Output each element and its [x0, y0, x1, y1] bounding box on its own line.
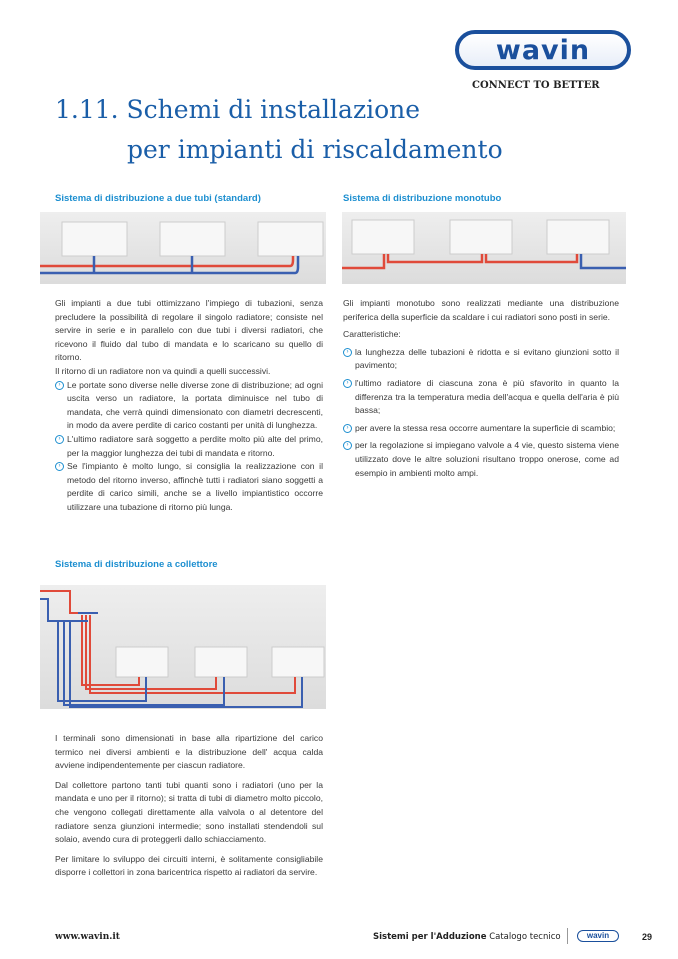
paragraph: Gli impianti a due tubi ottimizzano l'impiego di tubazioni, senza precludere la possibilità di regolare il singolo radiatore; consiste nel servire in serie e in parallelo con due tubi i diversi radiatori, che ricevono il fluido dal tubo di mandata e lo scaricano su quello di ritorno. — [55, 298, 323, 363]
section-heading-manifold: Sistema di distribuzione a collettore — [55, 559, 218, 570]
tagline: CONNECT TO BETTER — [472, 80, 600, 91]
paragraph: Dal collettore partono tanti tubi quanti sono i radiatori (uno per la mandata e uno per il ritorno); si tratta di tubi di diametro molto piccolo, che vengono collegati direttamente alla valvola o al detentore del radiatore senza giunzioni intermedie; sono installati stendendoli sul solaio, avendo cura di proteggerli dallo schiacciamento. — [55, 779, 323, 845]
bullet-text: Se l'impianto è molto lungo, si consiglia la realizzazione con il metodo del ritorno inverso, affinchè tutti i radiatori siano soggetti a perdite di carico simili, anche se a livello impiantistico occorre utilizzare una tubazione di ritorno più lunga. — [67, 461, 323, 512]
bullet-item — [55, 460, 323, 514]
catalog-series: Sistemi per l'Adduzione — [373, 932, 487, 942]
two-pipe-text — [55, 297, 323, 515]
bullet-icon: › — [55, 435, 64, 444]
section-heading-monotube: Sistema di distribuzione monotubo — [343, 193, 502, 204]
bullet-icon: › — [343, 348, 352, 357]
footer-catalog — [373, 932, 561, 942]
bullet-text: per avere la stessa resa occorre aumentare la superficie di scambio; — [355, 422, 616, 433]
paragraph: Per limitare lo sviluppo dei circuiti interni, è solitamente consigliabile disporre i collettori in zona baricentrica rispetto ai radiatori da servire. — [55, 853, 323, 878]
bullet-text: L'ultimo radiatore sarà soggetto a perdite molto più alte del primo, per la maggior lunghezza dei tubi di mandata e ritorno. — [67, 433, 323, 458]
monotube-diagram — [342, 212, 626, 284]
footer-logo: wavin — [577, 930, 619, 942]
bullet-icon: › — [343, 441, 352, 450]
bullet-item — [55, 379, 323, 433]
bullet-text: Le portate sono diverse nelle diverse zone di distribuzione; ad ogni uscita verso un radiatore, la portata diminuisce nel tubo di mandata, che verrà quindi dimensionato con diametri decrescenti, in modo da avere perdite di carico costanti per unità di lunghezza. — [67, 379, 323, 431]
bullet-item — [343, 377, 619, 418]
bullet-text: per la regolazione si impiegano valvole a 4 vie, questo sistema viene utilizzato dove le altre soluzioni risultano troppo onerose, come ad esempio in ambienti molto ampi. — [355, 440, 619, 478]
monotube-text — [343, 297, 619, 480]
bullet-text: la lunghezza delle tubazioni è ridotta e si evitano giunzioni sotto il pavimento; — [355, 346, 619, 371]
wavin-logo — [455, 30, 631, 70]
page-title-line1: 1.11. Schemi di installazione — [55, 95, 421, 124]
manifold-text — [55, 732, 323, 884]
bullet-icon: › — [343, 424, 352, 433]
logo-text: wavin — [495, 34, 591, 66]
manifold-diagram — [40, 585, 326, 709]
page-title-line2: per impianti di riscaldamento — [127, 135, 503, 164]
two-pipe-diagram — [40, 212, 326, 284]
section-heading-two-pipe: Sistema di distribuzione a due tubi (standard) — [55, 193, 261, 204]
bullet-item — [343, 439, 619, 480]
paragraph: Il ritorno di un radiatore non va quindi a quelli successivi. — [55, 365, 271, 376]
bullet-icon: › — [55, 462, 64, 471]
footer-url[interactable]: www.wavin.it — [55, 932, 120, 942]
paragraph: I terminali sono dimensionati in base alla ripartizione del carico termico nei diversi ambienti e la distribuzione dell' acqua calda avviene indipendentemente per ciascun radiatore. — [55, 733, 323, 771]
bullet-text: l'ultimo radiatore di ciascuna zona è più sfavorito in quanto la differenza tra la temperatura media dell'acqua e quella dell'aria è più bassa; — [355, 377, 619, 416]
catalog-type: Catalogo tecnico — [489, 932, 561, 942]
bullet-item — [55, 433, 323, 460]
page-number: 29 — [642, 932, 653, 942]
paragraph: Caratteristiche: — [343, 329, 401, 340]
bullet-icon: › — [55, 381, 64, 390]
bullet-item — [343, 346, 619, 373]
footer-divider — [567, 928, 568, 944]
bullet-icon: › — [343, 379, 352, 388]
bullet-item — [343, 422, 619, 436]
paragraph: Gli impianti monotubo sono realizzati mediante una distribuzione periferica della superficie da scaldare i cui radiatori sono posti in serie. — [343, 298, 619, 322]
